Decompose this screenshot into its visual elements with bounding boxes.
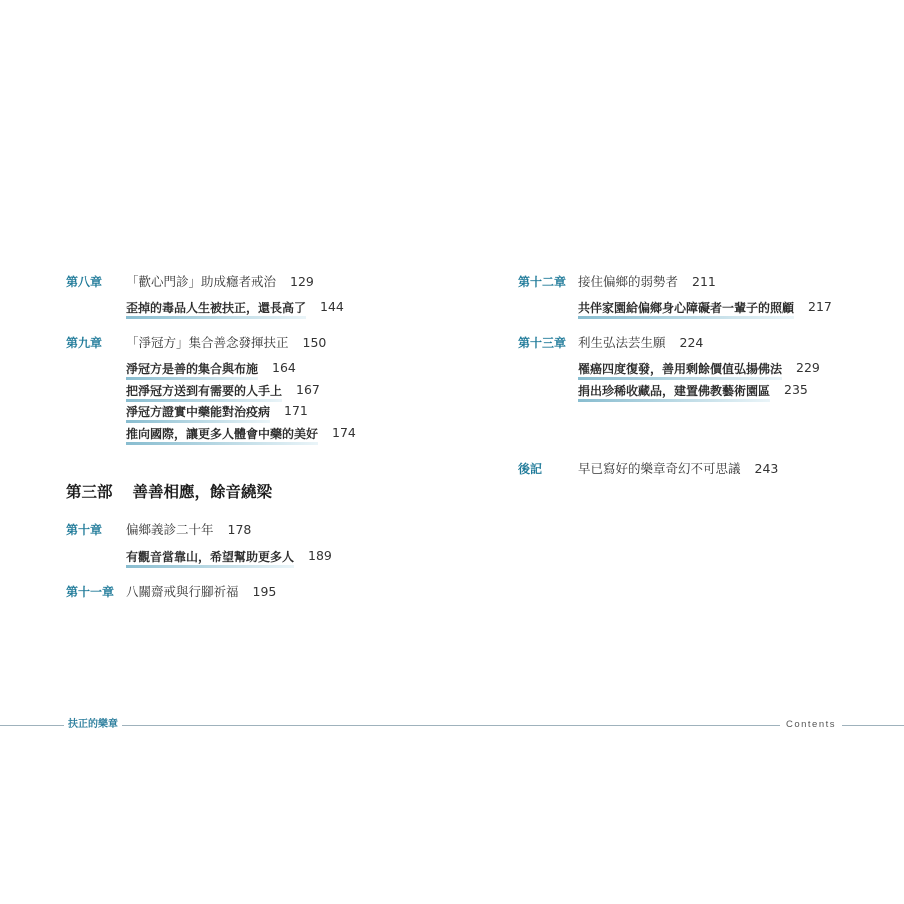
toc-chapter-8[interactable] xyxy=(0,270,452,294)
subsection-title: 歪掉的毒品人生被扶正，還長高了 xyxy=(126,298,306,319)
toc-chapter-12[interactable] xyxy=(452,270,904,294)
page-number: 217 xyxy=(808,299,832,314)
chapter-title xyxy=(126,331,326,355)
chapter-title-text: 「歡心門診」助成癮者戒治 xyxy=(126,274,277,289)
chapter-label: 第九章 xyxy=(66,336,103,350)
toc-subsection[interactable] xyxy=(578,358,820,380)
page-number: 129 xyxy=(290,274,314,289)
subsection-title: 淨冠方證實中藥能對治疫病 xyxy=(126,402,270,423)
page-number: 174 xyxy=(332,425,356,440)
chapter-title-text: 利生弘法芸生願 xyxy=(578,335,666,350)
toc-subsection[interactable] xyxy=(126,380,320,402)
chapter-title-text: 接住偏鄉的弱勢者 xyxy=(578,274,679,289)
page-number: 189 xyxy=(308,548,332,563)
toc-subsection[interactable] xyxy=(126,546,332,568)
chapter-label: 後記 xyxy=(518,462,543,476)
subsection-title: 有觀音當靠山，希望幫助更多人 xyxy=(126,547,294,568)
toc-chapter-13[interactable] xyxy=(452,331,904,355)
subsection-title: 把淨冠方送到有需要的人手上 xyxy=(126,381,282,402)
toc-chapter-11[interactable] xyxy=(0,580,452,604)
footer-divider xyxy=(0,725,904,726)
subsection-title: 淨冠方是善的集合與布施 xyxy=(126,359,258,380)
page-number: 178 xyxy=(227,522,252,537)
chapter-title-text: 「淨冠方」集合善念發揮扶正 xyxy=(126,335,289,350)
subsection-title: 推向國際，讓更多人體會中藥的美好 xyxy=(126,424,318,445)
page-number: 211 xyxy=(692,274,716,289)
toc-afterword[interactable] xyxy=(452,457,904,481)
toc-subsection[interactable] xyxy=(578,297,832,319)
chapter-title xyxy=(578,457,778,481)
page-number: 235 xyxy=(784,382,808,397)
chapter-title-text: 偏鄉義診二十年 xyxy=(126,522,214,537)
page-number: 167 xyxy=(296,382,320,397)
chapter-label: 第十二章 xyxy=(518,275,567,289)
chapter-title-text: 早已寫好的樂章奇幻不可思議 xyxy=(578,461,741,476)
toc-chapter-9[interactable] xyxy=(0,331,452,355)
toc-chapter-10[interactable] xyxy=(0,518,452,542)
part-label: 第三部 xyxy=(66,482,113,501)
chapter-title xyxy=(126,518,251,542)
page-number: 144 xyxy=(320,299,344,314)
chapter-title-text: 八關齋戒與行腳祈福 xyxy=(126,584,239,599)
page-number: 229 xyxy=(796,360,820,375)
toc-subsection[interactable] xyxy=(126,401,308,423)
toc-subsection[interactable] xyxy=(126,297,344,319)
page-number: 195 xyxy=(252,584,277,599)
subsection-title: 共伴家園給偏鄉身心障礙者一輩子的照顧 xyxy=(578,298,794,319)
chapter-label: 第十章 xyxy=(66,523,103,537)
chapter-title xyxy=(578,331,703,355)
footer-section-label: Contents xyxy=(780,717,842,733)
chapter-label: 第十三章 xyxy=(518,336,567,350)
page-number: 171 xyxy=(284,403,308,418)
subsection-title: 罹癌四度復發，善用剩餘價值弘揚佛法 xyxy=(578,359,782,380)
page-number: 164 xyxy=(272,360,296,375)
toc-subsection[interactable] xyxy=(126,423,356,445)
chapter-title xyxy=(578,270,716,294)
toc-subsection[interactable] xyxy=(578,380,808,402)
chapter-title xyxy=(126,270,314,294)
page-number: 150 xyxy=(302,335,327,350)
subsection-title: 捐出珍稀收藏品，建置佛教藝術園區 xyxy=(578,381,770,402)
page-number: 224 xyxy=(679,335,704,350)
footer-book-title: 扶正的樂章 xyxy=(64,717,122,733)
toc-subsection[interactable] xyxy=(126,358,296,380)
part-title: 善善相應，餘音繞梁 xyxy=(132,482,273,501)
part-heading[interactable] xyxy=(66,478,272,506)
chapter-label: 第八章 xyxy=(66,275,103,289)
chapter-title xyxy=(126,580,276,604)
page-number: 243 xyxy=(754,461,779,476)
chapter-label: 第十一章 xyxy=(66,585,115,599)
